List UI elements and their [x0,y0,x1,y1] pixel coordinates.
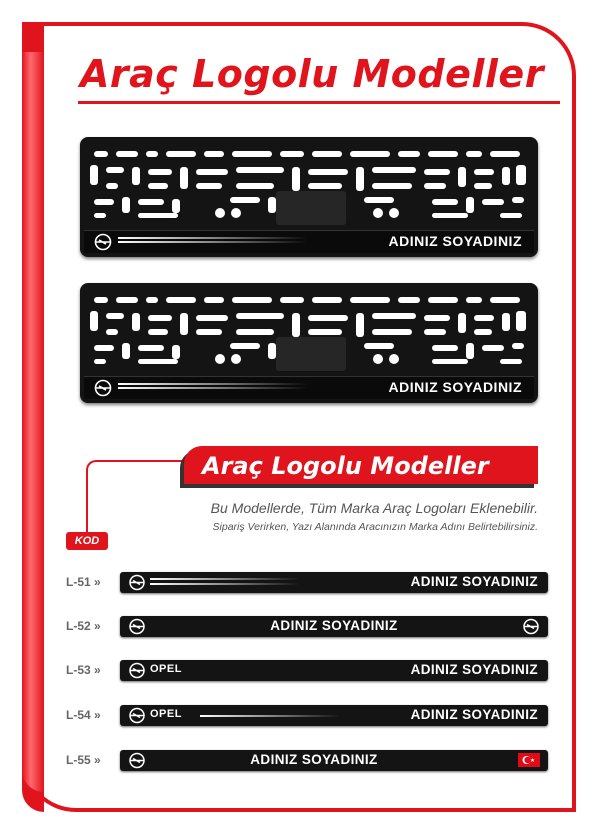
model-brand-text: OPEL [150,663,182,675]
decorative-side-bar [22,22,44,812]
model-row-l54 [66,705,548,727]
model-plate-strip [120,750,548,771]
plate-cutout-pattern [80,137,538,233]
model-plate-text: ADINIZ SOYADINIZ [410,662,538,677]
kod-badge: KOD [66,532,108,550]
opel-logo-icon [128,574,146,591]
model-plate-text: ADINIZ SOYADINIZ [410,707,538,722]
model-row-l53 [66,660,548,682]
title-underline [78,101,560,104]
plate-name-text: ADINIZ SOYADINIZ [388,233,522,249]
decorative-line [150,578,300,580]
model-code: L-51 » [66,575,101,589]
opel-logo-icon [128,662,146,679]
decorative-lines [118,237,308,247]
plate-name-strip [84,376,534,399]
model-brand-text: OPEL [150,708,182,720]
model-plate-strip [120,616,548,637]
plate-cutout-pattern [80,283,538,379]
model-row-l55 [66,750,548,772]
turkish-flag-icon [518,753,540,767]
model-plate-text: ADINIZ SOYADINIZ [250,752,378,767]
model-code: L-54 » [66,708,101,722]
decorative-line [150,583,300,585]
plate-frame-image-2 [80,283,538,403]
plate-name-text: ADINIZ SOYADINIZ [388,379,522,395]
model-code: L-52 » [66,619,101,633]
model-row-l52 [66,616,548,638]
model-plate-strip [120,572,548,593]
model-plate-strip [120,705,548,726]
opel-logo-icon [94,233,112,251]
model-plate-strip [120,660,548,681]
kod-connector-line [86,460,188,534]
decorative-line [200,715,340,717]
page-title: Araç Logolu Modeller [80,52,544,96]
model-row-l51 [66,572,548,594]
opel-logo-icon [128,707,146,724]
opel-logo-icon [522,618,540,635]
model-plate-text: ADINIZ SOYADINIZ [270,618,398,633]
model-code: L-53 » [66,663,101,677]
plate-name-strip [84,230,534,253]
plate-frame-image-1 [80,137,538,257]
description-line-2: Sipariş Verirken, Yazı Alanında Aracınızın Marka Adını Belirtebilirsiniz. [212,521,538,533]
section-title: Araç Logolu Modeller [202,452,489,480]
description-line-1: Bu Modellerde, Tüm Marka Araç Logoları Eklenebilir. [210,500,538,516]
decorative-lines [118,383,308,393]
model-code: L-55 » [66,753,101,767]
opel-logo-icon [94,379,112,397]
model-plate-text: ADINIZ SOYADINIZ [410,574,538,589]
